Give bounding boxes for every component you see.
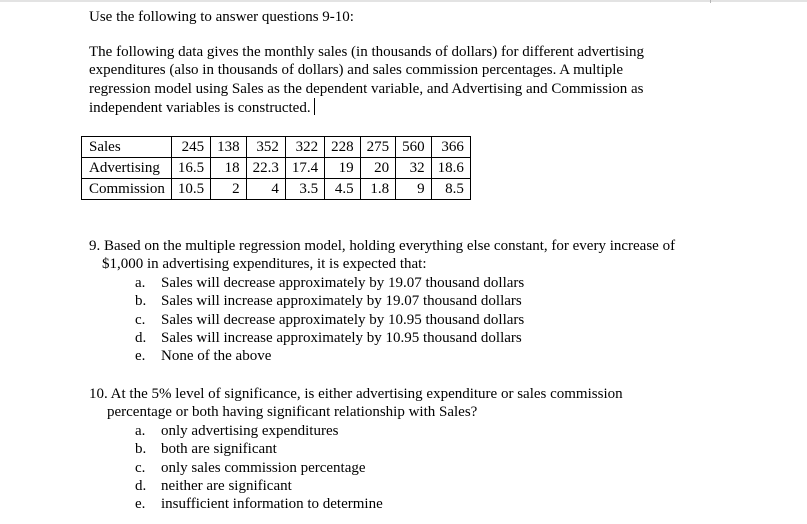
data-table — [81, 136, 471, 200]
option-text: only sales commission percentage — [161, 459, 366, 476]
option-text: Sales will increase approximately by 10.95 thousand dollars — [161, 329, 522, 346]
answer-option — [135, 311, 721, 329]
option-text: insufficient information to determine — [161, 496, 383, 513]
paragraph-line-text: independent variables is constructed. — [89, 100, 311, 117]
table-cell: 9 — [396, 179, 432, 200]
question-9 — [89, 237, 675, 366]
option-letter: a. — [135, 274, 146, 291]
option-letter: d. — [135, 477, 147, 494]
answer-option — [135, 274, 721, 292]
question-stem: 9. Based on the multiple regression model, holding everything else constant, for every increase of — [89, 238, 676, 254]
option-letter: b. — [135, 293, 147, 310]
table-row-sales — [82, 137, 471, 158]
option-text: Sales will increase approximately by 19.07 thousand dollars — [161, 293, 522, 310]
table-cell: 16.5 — [171, 158, 210, 179]
answer-option — [135, 292, 721, 310]
option-letter: a. — [135, 422, 146, 439]
answer-option — [135, 477, 669, 495]
instructions-heading: Use the following to answer questions 9-10: — [89, 9, 354, 25]
table-cell: 3.5 — [285, 179, 324, 200]
option-letter: d. — [135, 329, 147, 346]
option-letter: c. — [135, 459, 146, 476]
answer-options — [135, 422, 669, 514]
option-text: None of the above — [161, 348, 272, 365]
table-cell: 352 — [246, 137, 285, 158]
option-letter: e. — [135, 496, 146, 513]
table-cell: 8.5 — [431, 179, 470, 200]
row-label: Sales — [82, 137, 172, 158]
question-stem: percentage or both having significant relationship with Sales? — [107, 404, 478, 421]
table-cell: 17.4 — [285, 158, 324, 179]
table-row-commission — [82, 179, 471, 200]
table-cell: 4 — [246, 179, 285, 200]
paragraph-line: expenditures (also in thousands of dollars) and sales commission percentages. A multiple — [89, 62, 624, 79]
option-text: Sales will decrease approximately by 10.95 thousand dollars — [161, 311, 525, 328]
question-stem: $1,000 in advertising expenditures, it is expected that: — [102, 256, 427, 273]
table-cell: 18 — [211, 158, 247, 179]
paragraph-line — [89, 98, 644, 117]
question-stem: 10. At the 5% level of significance, is either advertising expenditure or sales commission — [89, 386, 623, 402]
table-cell: 20 — [360, 158, 396, 179]
table-cell: 32 — [396, 158, 432, 179]
ruler-tick — [710, 0, 711, 3]
answer-option — [135, 422, 669, 440]
option-text: neither are significant — [161, 477, 292, 494]
table-cell: 366 — [431, 137, 470, 158]
option-letter: e. — [135, 348, 146, 365]
table-cell: 2 — [211, 179, 247, 200]
paragraph-line: The following data gives the monthly sales (in thousands of dollars) for different advertising — [89, 44, 645, 60]
table-cell: 1.8 — [360, 179, 396, 200]
answer-option — [135, 329, 721, 347]
table-cell: 560 — [396, 137, 432, 158]
table-cell: 4.5 — [325, 179, 361, 200]
table-cell: 245 — [171, 137, 210, 158]
table-cell: 322 — [285, 137, 324, 158]
option-letter: c. — [135, 311, 146, 328]
row-label: Advertising — [82, 158, 172, 179]
table-cell: 10.5 — [171, 179, 210, 200]
table-cell: 138 — [211, 137, 247, 158]
option-text: both are significant — [161, 441, 277, 458]
table-cell: 22.3 — [246, 158, 285, 179]
table-row-advertising — [82, 158, 471, 179]
text-cursor — [314, 98, 316, 115]
row-label: Commission — [82, 179, 172, 200]
option-text: only advertising expenditures — [161, 422, 339, 439]
paragraph-line: regression model using Sales as the dependent variable, and Advertising and Commission as — [89, 80, 644, 97]
option-text: Sales will decrease approximately by 19.07 thousand dollars — [161, 274, 525, 291]
problem-paragraph[interactable] — [89, 43, 644, 118]
table-cell: 228 — [325, 137, 361, 158]
option-letter: b. — [135, 441, 147, 458]
table-cell: 275 — [360, 137, 396, 158]
answer-option — [135, 459, 669, 477]
answer-option — [135, 495, 669, 513]
table-cell: 19 — [325, 158, 361, 179]
answer-option — [135, 440, 669, 458]
answer-option — [135, 347, 721, 365]
page-top-edge — [0, 0, 807, 2]
question-10 — [89, 385, 623, 514]
answer-options — [135, 274, 721, 366]
table-cell: 18.6 — [431, 158, 470, 179]
